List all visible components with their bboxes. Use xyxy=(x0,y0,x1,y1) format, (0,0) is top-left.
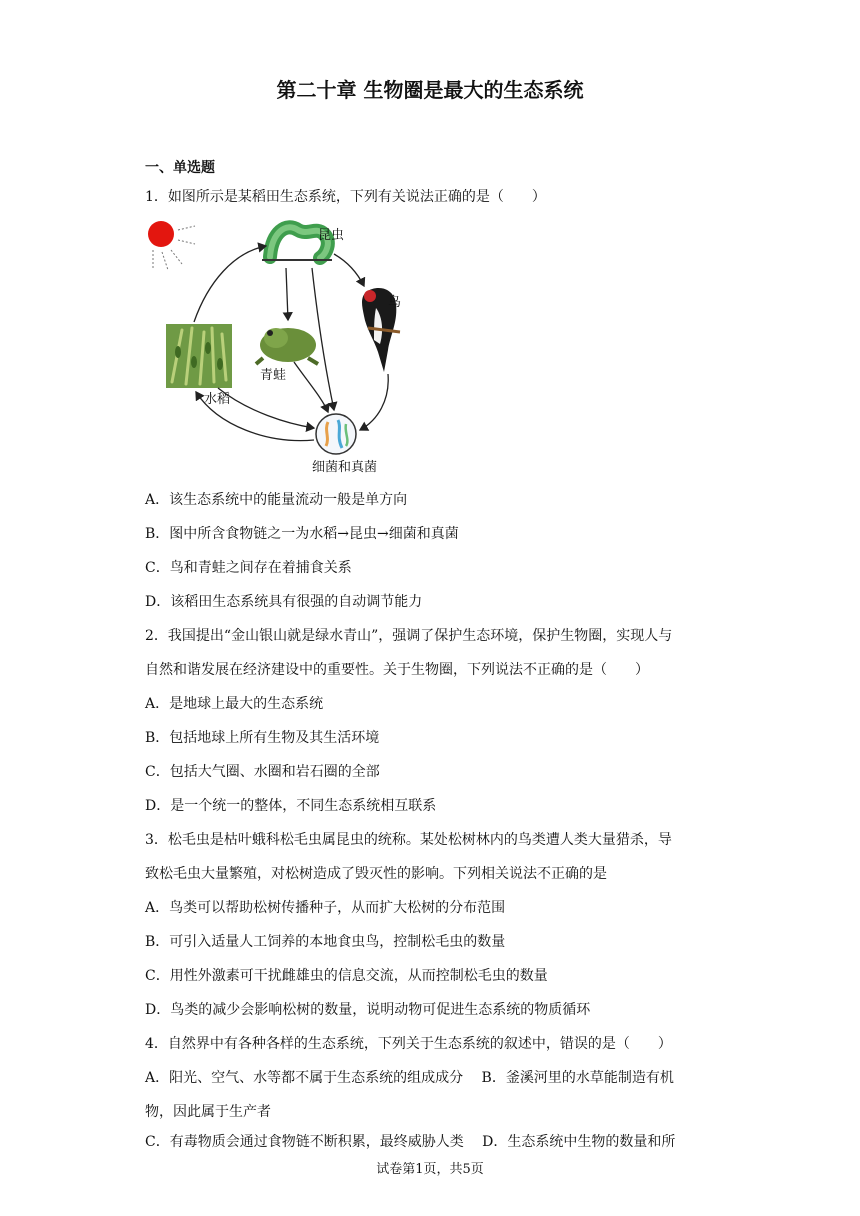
q4-option-b-cont: 物，因此属于生产者 xyxy=(145,1104,271,1120)
question-2-stem-line1: 2．我国提出“金山银山就是绿水青山”，强调了保护生态环境，保护生物圈，实现人与 xyxy=(145,628,673,644)
bird-label: 鸟 xyxy=(388,295,402,310)
q1-option-a: A．该生态系统中的能量流动一般是单方向 xyxy=(145,492,408,508)
q1-option-d: D．该稻田生态系统具有很强的自动调节能力 xyxy=(145,594,423,610)
q2-option-d: D．是一个统一的整体，不同生态系统相互联系 xyxy=(145,798,437,814)
q2-option-b: B．包括地球上所有生物及其生活环境 xyxy=(145,730,380,746)
rice-plant-icon xyxy=(166,324,232,388)
section-heading: 一、单选题 xyxy=(145,160,215,176)
q4-options-ab: A．阳光、空气、水等都不属于生态系统的组成成分 B．釜溪河里的水草能制造有机 xyxy=(145,1070,674,1086)
rice-label: 水稻 xyxy=(204,392,231,407)
q1-option-b: B．图中所含食物链之一为水稻→昆虫→细菌和真菌 xyxy=(145,526,459,542)
bacteria-fungi-icon xyxy=(316,414,356,454)
question-3-stem-line2: 致松毛虫大量繁殖，对松树造成了毁灭性的影响。下列相关说法不正确的是 xyxy=(145,866,607,882)
frog-label: 青蛙 xyxy=(260,368,287,383)
q1-option-c: C．鸟和青蛙之间存在着捕食关系 xyxy=(145,560,352,576)
q3-option-c: C．用性外激素可干扰雌雄虫的信息交流，从而控制松毛虫的数量 xyxy=(145,968,548,984)
decomposer-label: 细菌和真菌 xyxy=(312,460,378,475)
page-title: 第二十章 生物圈是最大的生态系统 xyxy=(276,78,584,102)
question-1-stem: 1．如图所示是某稻田生态系统，下列有关说法正确的是（ ） xyxy=(145,189,546,205)
food-web-diagram xyxy=(138,212,428,482)
frog-icon xyxy=(256,328,318,364)
question-4-stem: 4．自然界中有各种各样的生态系统，下列关于生态系统的叙述中，错误的是（ ） xyxy=(145,1036,672,1052)
page-footer: 试卷第1页，共5页 xyxy=(376,1162,484,1177)
q3-option-a: A．鸟类可以帮助松树传播种子，从而扩大松树的分布范围 xyxy=(145,900,506,916)
q3-option-b: B．可引入适量人工饲养的本地食虫鸟，控制松毛虫的数量 xyxy=(145,934,506,950)
question-3-stem-line1: 3．松毛虫是枯叶蛾科松毛虫属昆虫的统称。某处松树林内的鸟类遭人类大量猎杀，导 xyxy=(145,832,672,848)
q4-options-cd: C．有毒物质会通过食物链不断积累，最终威胁人类 D．生态系统中生物的数量和所 xyxy=(145,1134,676,1150)
insect-label: 昆虫 xyxy=(318,228,345,243)
q2-option-a: A．是地球上最大的生态系统 xyxy=(145,696,324,712)
q2-option-c: C．包括大气圈、水圈和岩石圈的全部 xyxy=(145,764,380,780)
q3-option-d: D．鸟类的减少会影响松树的数量，说明动物可促进生态系统的物质循环 xyxy=(145,1002,591,1018)
question-2-stem-line2: 自然和谐发展在经济建设中的重要性。关于生物圈，下列说法不正确的是（ ） xyxy=(145,662,649,678)
sun-icon xyxy=(148,221,195,270)
